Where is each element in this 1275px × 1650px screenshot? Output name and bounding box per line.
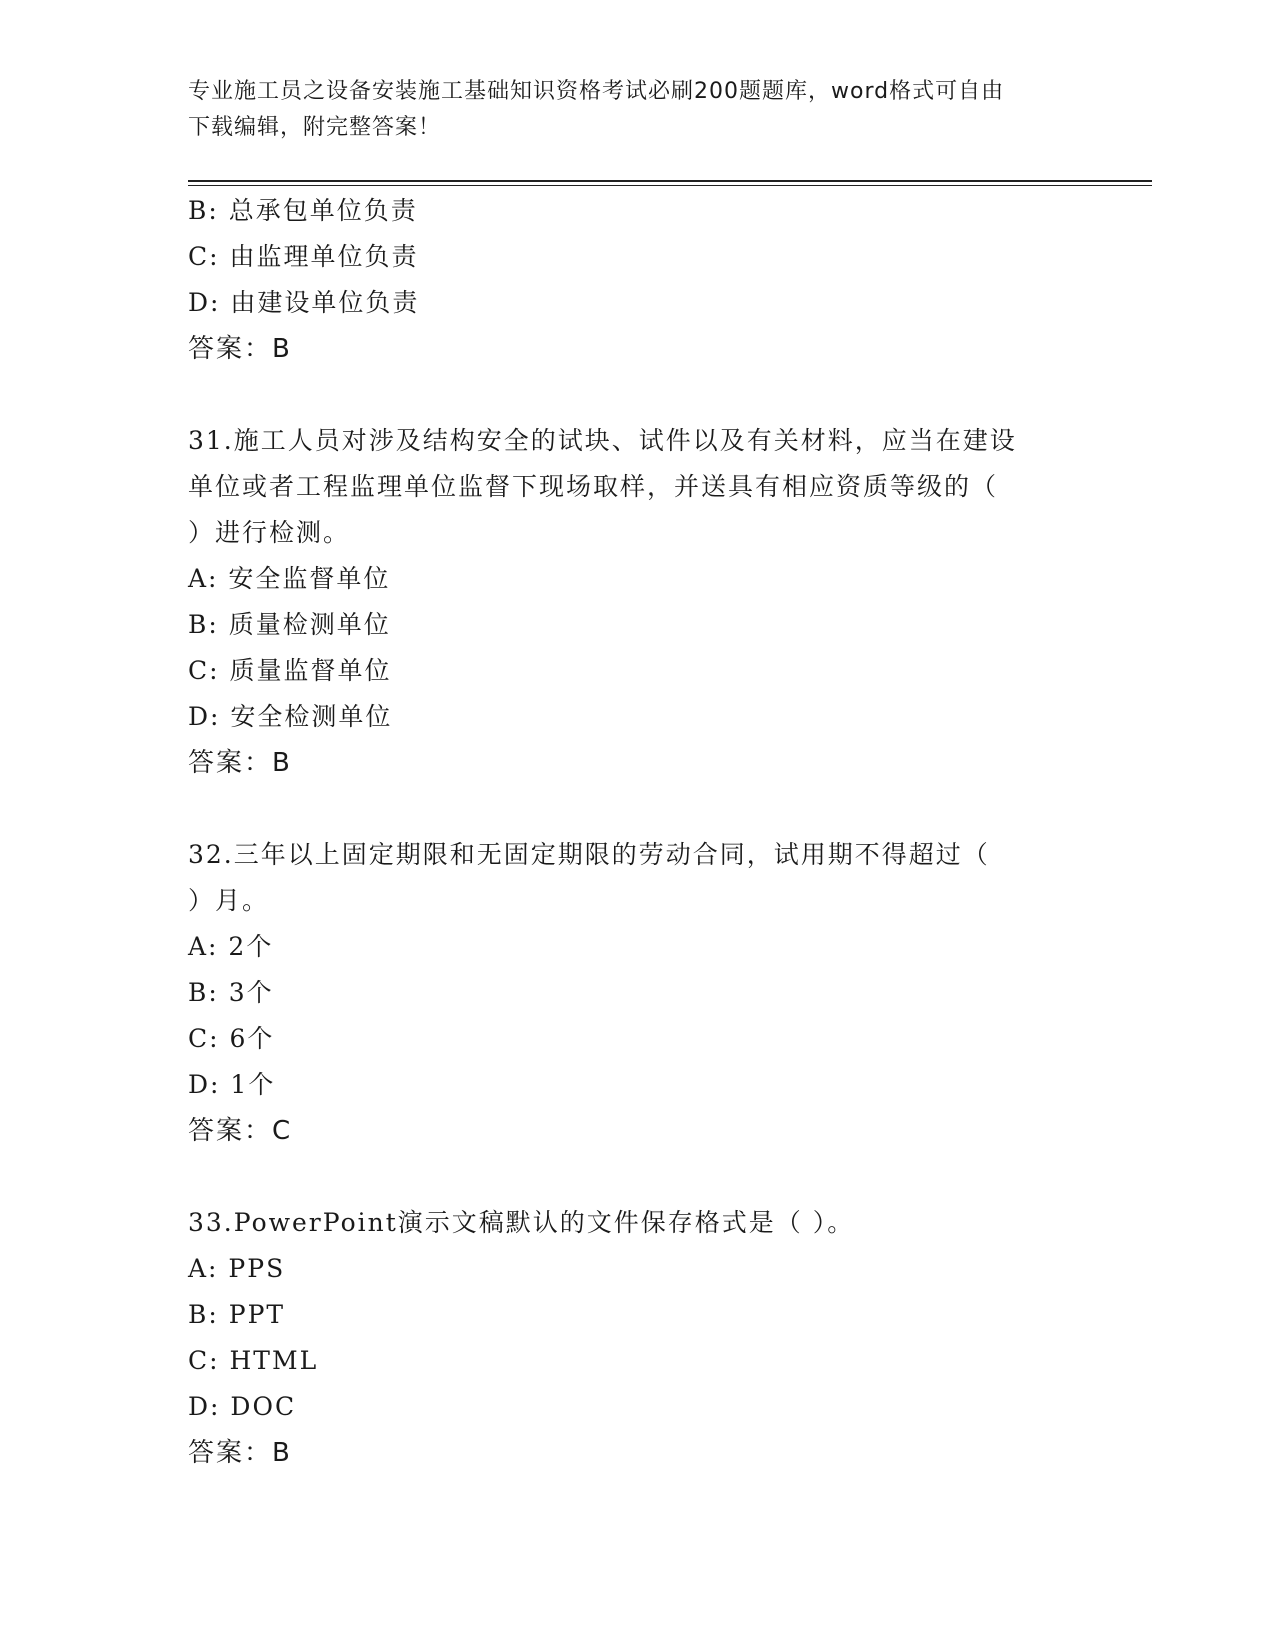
option-c: C: 由监理单位负责: [188, 242, 419, 271]
option-c: C: HTML: [188, 1346, 319, 1375]
question-stem-line: ）月。: [188, 886, 270, 915]
question-32: [188, 832, 1088, 1154]
option-c: C: 6个: [188, 1024, 275, 1053]
question-31: [188, 418, 1088, 786]
option-b: B: 3个: [188, 978, 274, 1007]
answer: 答案：B: [188, 334, 292, 364]
question-stem-line: 单位或者工程监理单位监督下现场取样，并送具有相应资质等级的（: [188, 472, 999, 501]
option-a: A: 安全监督单位: [188, 564, 391, 593]
header-divider-thin: [188, 185, 1152, 186]
question-list: [188, 188, 1088, 1476]
option-b: B: 质量检测单位: [188, 610, 391, 639]
option-d: D: 安全检测单位: [188, 702, 393, 731]
document-header: [188, 74, 1068, 146]
header-line-2: 下载编辑，附完整答案！: [188, 115, 442, 140]
question-33: [188, 1200, 1088, 1476]
answer: 答案：B: [188, 1438, 292, 1468]
header-line-1: 专业施工员之设备安装施工基础知识资格考试必刷200题题库，word格式可自由: [188, 79, 1005, 104]
option-d: D: DOC: [188, 1392, 297, 1421]
option-d: D: 由建设单位负责: [188, 288, 420, 317]
option-c: C: 质量监督单位: [188, 656, 392, 685]
answer: 答案：B: [188, 748, 292, 778]
option-a: A: PPS: [188, 1254, 286, 1283]
header-divider-thick: [188, 180, 1152, 182]
option-b: B: 总承包单位负责: [188, 196, 418, 225]
question-stem-line: ）进行检测。: [188, 518, 351, 547]
question-stem-line: 33.PowerPoint演示文稿默认的文件保存格式是（ ）。: [188, 1208, 855, 1237]
question-stem-line: 32.三年以上固定期限和无固定期限的劳动合同，试用期不得超过（: [188, 840, 990, 869]
question-stem-line: 31.施工人员对涉及结构安全的试块、试件以及有关材料，应当在建设: [188, 426, 1017, 455]
answer: 答案：C: [188, 1116, 293, 1146]
option-b: B: PPT: [188, 1300, 286, 1329]
option-a: A: 2个: [188, 932, 274, 961]
option-d: D: 1个: [188, 1070, 276, 1099]
question-30: [188, 188, 1088, 372]
